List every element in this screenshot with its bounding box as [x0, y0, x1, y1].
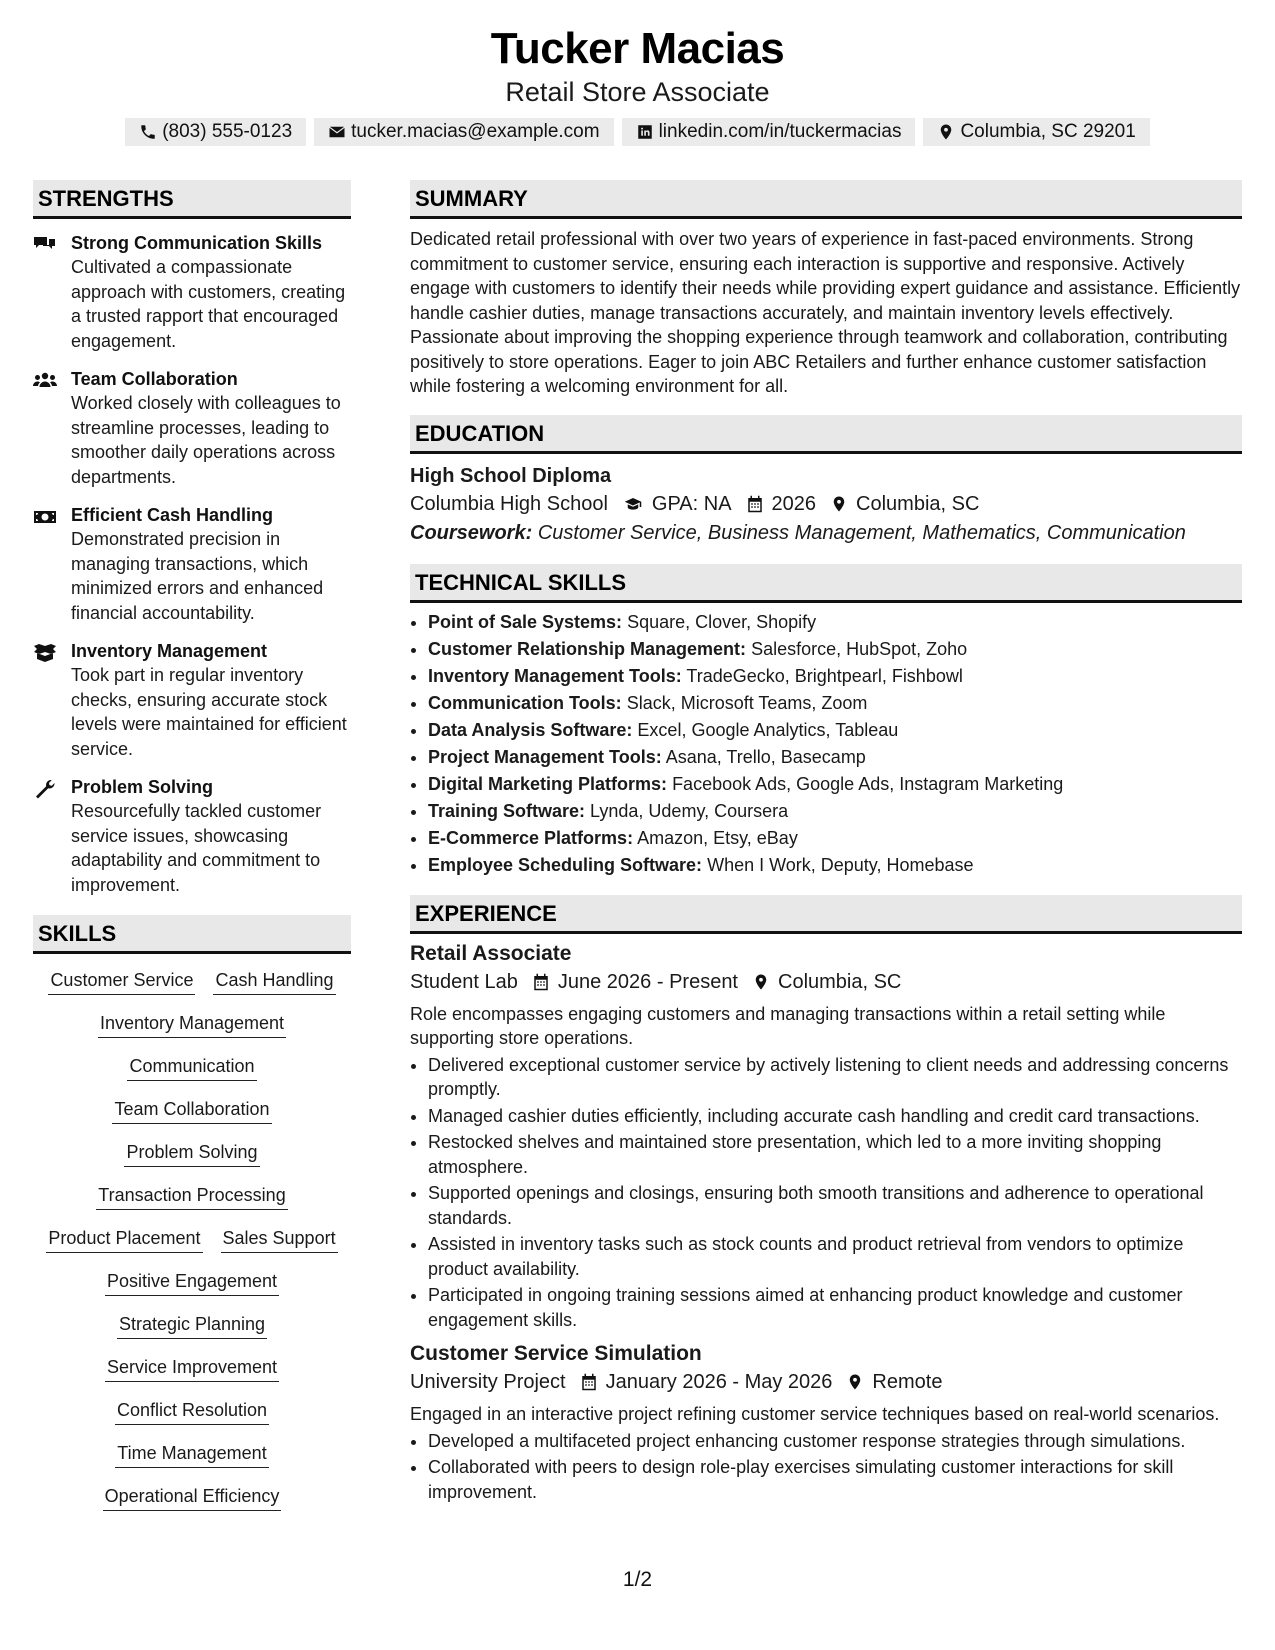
skill-tag: Conflict Resolution: [115, 1398, 269, 1425]
skill-tag: Operational Efficiency: [103, 1484, 282, 1511]
left-column: [33, 180, 351, 1511]
job-title: Retail Associate: [410, 941, 572, 965]
tech-value: Asana, Trello, Basecamp: [665, 746, 866, 767]
job-location: Remote: [872, 1371, 943, 1393]
strengths-list: [33, 231, 351, 897]
job-org: Student Lab: [410, 970, 518, 993]
education-section: [410, 415, 1242, 548]
graduation-year: 2026: [771, 492, 817, 515]
calendar-icon: [532, 973, 550, 991]
strength-item: [33, 775, 351, 897]
tech-label: Point of Sale Systems:: [428, 611, 623, 632]
location-text: Columbia, SC 29201: [960, 121, 1136, 142]
linkedin-icon: [636, 123, 654, 141]
degree-title: High School Diploma: [410, 464, 612, 487]
list-item: [428, 663, 1242, 690]
map-pin-icon: [937, 123, 955, 141]
tech-value: Lynda, Udemy, Coursera: [590, 800, 789, 821]
linkedin-text: linkedin.com/in/tuckermacias: [658, 121, 902, 142]
job-entry: [410, 1340, 1242, 1504]
envelope-icon: [328, 123, 346, 141]
tech-label: Inventory Management Tools:: [428, 665, 682, 686]
contact-linkedin[interactable]: [622, 118, 916, 146]
job-description: Engaged in an interactive project refining customer service techniques based on real-world scenarios.: [410, 1404, 1220, 1424]
coursework: [410, 518, 1242, 548]
tech-value: Square, Clover, Shopify: [627, 611, 817, 632]
skill-tag: Strategic Planning: [117, 1312, 267, 1339]
list-item: • Managed cashier duties efficiently, including accurate cash handling and credit card transactions.: [428, 1104, 1242, 1129]
education-meta: [410, 490, 1242, 518]
tech-label: Customer Relationship Management:: [428, 638, 747, 659]
tech-value: When I Work, Deputy, Homebase: [707, 854, 974, 875]
list-item: • Participated in ongoing training sessions aimed at enhancing product knowledge and customer engagement skills.: [428, 1283, 1242, 1332]
skill-tag: Team Collaboration: [112, 1097, 271, 1124]
tech-value: Salesforce, HubSpot, Zoho: [751, 638, 968, 659]
skill-tag: Inventory Management: [98, 1011, 286, 1038]
list-item: • Collaborated with peers to design role-play exercises simulating customer interactions for skill improvement.: [428, 1455, 1242, 1504]
list-item: [428, 852, 1242, 879]
education-heading: EDUCATION: [410, 415, 1242, 454]
tech-label: Communication Tools:: [428, 692, 622, 713]
school-name: Columbia High School: [410, 492, 608, 515]
strength-desc: Demonstrated precision in managing transactions, which minimized errors and enhanced financial accountability.: [71, 529, 324, 623]
strengths-heading: STRENGTHS: [33, 180, 351, 219]
tech-value: Facebook Ads, Google Ads, Instagram Marketing: [672, 773, 1064, 794]
list-item: [428, 798, 1242, 825]
job-bullets: [410, 1053, 1242, 1333]
candidate-name: Tucker Macias: [490, 24, 785, 73]
contact-bar: [0, 118, 1275, 146]
job-dates: June 2026 - Present: [557, 970, 738, 993]
phone-text: (803) 555-0123: [162, 121, 293, 142]
list-item: [428, 636, 1242, 663]
strength-desc: Resourcefully tackled customer service issues, showcasing adaptability and commitment to improvement.: [71, 801, 322, 895]
skill-tag: Customer Service: [48, 968, 195, 995]
map-pin-icon: [752, 973, 770, 991]
job-meta: [410, 1368, 1242, 1396]
strength-desc: Cultivated a compassionate approach with customers, creating a trusted rapport that encouraged engagement.: [71, 257, 346, 351]
skill-tag: Time Management: [115, 1441, 268, 1468]
technical-skills-section: [410, 564, 1242, 879]
tech-value: TradeGecko, Brightpearl, Fishbowl: [686, 665, 963, 686]
job-dates: January 2026 - May 2026: [605, 1371, 833, 1393]
skill-tag: Product Placement: [46, 1226, 202, 1253]
team-icon: [33, 371, 57, 391]
skill-tag: Transaction Processing: [96, 1183, 287, 1210]
strength-item: [33, 367, 351, 489]
strength-title: Team Collaboration: [71, 369, 238, 389]
tech-label: E-Commerce Platforms:: [428, 827, 634, 848]
job-title: Customer Service Simulation: [410, 1342, 702, 1365]
strength-title: Efficient Cash Handling: [71, 505, 274, 525]
right-column: [410, 180, 1242, 1506]
tech-value: Amazon, Etsy, eBay: [637, 827, 798, 848]
contact-email[interactable]: [314, 118, 613, 146]
strength-title: Inventory Management: [71, 641, 268, 661]
strength-title: Problem Solving: [71, 777, 214, 797]
contact-location[interactable]: [923, 118, 1149, 146]
job-meta: [410, 968, 1242, 996]
skill-tag: Cash Handling: [213, 968, 335, 995]
summary-heading: SUMMARY: [410, 180, 1242, 219]
experience-heading: EXPERIENCE: [410, 895, 1242, 934]
contact-phone[interactable]: [125, 118, 306, 146]
list-item: • Restocked shelves and maintained store presentation, which led to a more inviting shopping atmosphere.: [428, 1130, 1242, 1179]
coursework-list: Customer Service, Business Management, Mathematics, Communication: [537, 521, 1186, 544]
list-item: • Developed a multifaceted project enhancing customer response strategies through simulations.: [428, 1429, 1242, 1454]
boxes-icon: [33, 643, 57, 663]
graduation-cap-icon: [622, 495, 644, 513]
technical-skills-list: [410, 609, 1242, 879]
tech-label: Data Analysis Software:: [428, 719, 633, 740]
list-item: [428, 717, 1242, 744]
job-location: Columbia, SC: [778, 970, 902, 993]
strength-item: [33, 503, 351, 625]
money-icon: [33, 507, 57, 527]
map-pin-icon: [846, 1373, 864, 1391]
job-bullets: [410, 1429, 1242, 1505]
skill-tag: Problem Solving: [124, 1140, 259, 1167]
skill-tag: Communication: [127, 1054, 256, 1081]
tech-value: Excel, Google Analytics, Tableau: [637, 719, 899, 740]
list-item: [428, 825, 1242, 852]
list-item: [428, 609, 1242, 636]
tech-label: Project Management Tools:: [428, 746, 662, 767]
gpa-text: GPA: NA: [651, 492, 732, 515]
technical-skills-heading: TECHNICAL SKILLS: [410, 564, 1242, 603]
list-item: • Assisted in inventory tasks such as stock counts and product retrieval from vendors to optimize product availability.: [428, 1232, 1242, 1281]
skills-section: [33, 915, 351, 1511]
tech-value: Slack, Microsoft Teams, Zoom: [626, 692, 868, 713]
strength-item: [33, 231, 351, 353]
strength-item: [33, 639, 351, 761]
experience-section: [410, 895, 1242, 1505]
candidate-role: Retail Store Associate: [505, 77, 770, 107]
chat-icon: [33, 235, 57, 255]
skills-heading: SKILLS: [33, 915, 351, 954]
coursework-label: Coursework:: [410, 521, 533, 544]
calendar-icon: [580, 1373, 598, 1391]
phone-icon: [139, 123, 157, 141]
wrench-icon: [33, 779, 57, 799]
list-item: • Supported openings and closings, ensuring both smooth transitions and adherence to operational standards.: [428, 1181, 1242, 1230]
skills-list: [33, 968, 351, 1511]
resume-header: [0, 0, 1275, 146]
school-location: Columbia, SC: [856, 492, 980, 515]
list-item: [428, 690, 1242, 717]
strength-desc: Worked closely with colleagues to streamline processes, leading to smoother daily operations across departments.: [71, 393, 341, 487]
list-item: [428, 744, 1242, 771]
job-org: University Project: [410, 1371, 566, 1393]
tech-label: Employee Scheduling Software:: [428, 854, 703, 875]
list-item: • Delivered exceptional customer service by actively listening to client needs and addressing concerns promptly.: [428, 1053, 1242, 1102]
strength-title: Strong Communication Skills: [71, 233, 323, 253]
email-text: tucker.macias@example.com: [351, 121, 600, 142]
calendar-icon: [746, 495, 764, 513]
page-number: 1/2: [622, 1568, 653, 1591]
tech-label: Training Software:: [428, 800, 586, 821]
tech-label: Digital Marketing Platforms:: [428, 773, 668, 794]
list-item: [428, 771, 1242, 798]
skill-tag: Sales Support: [221, 1226, 338, 1253]
job-description: Role encompasses engaging customers and managing transactions within a retail setting while supporting store operations.: [410, 1003, 1166, 1048]
skill-tag: Positive Engagement: [105, 1269, 279, 1296]
strength-desc: Took part in regular inventory checks, ensuring accurate stock levels were maintained for efficient service.: [71, 665, 347, 759]
skill-tag: Service Improvement: [105, 1355, 279, 1382]
summary-text: Dedicated retail professional with over two years of experience in fast-paced environments. Strong commitment to customer service, ensuring each interaction is supportive and responsive. Actively engage with customers to identify their needs while providing expert guidance and assistance. Efficiently handle cashier duties, manage transactions accurately, and maintain inventory levels effectively. Passionate about improving the shopping experience through teamwork and collaboration, contributing positively to store operations. Eager to join ABC Retailers and further enhance customer satisfaction while fostering a welcoming environment for all.: [410, 229, 1241, 396]
job-entry: [410, 940, 1242, 1333]
map-pin-icon: [830, 495, 848, 513]
